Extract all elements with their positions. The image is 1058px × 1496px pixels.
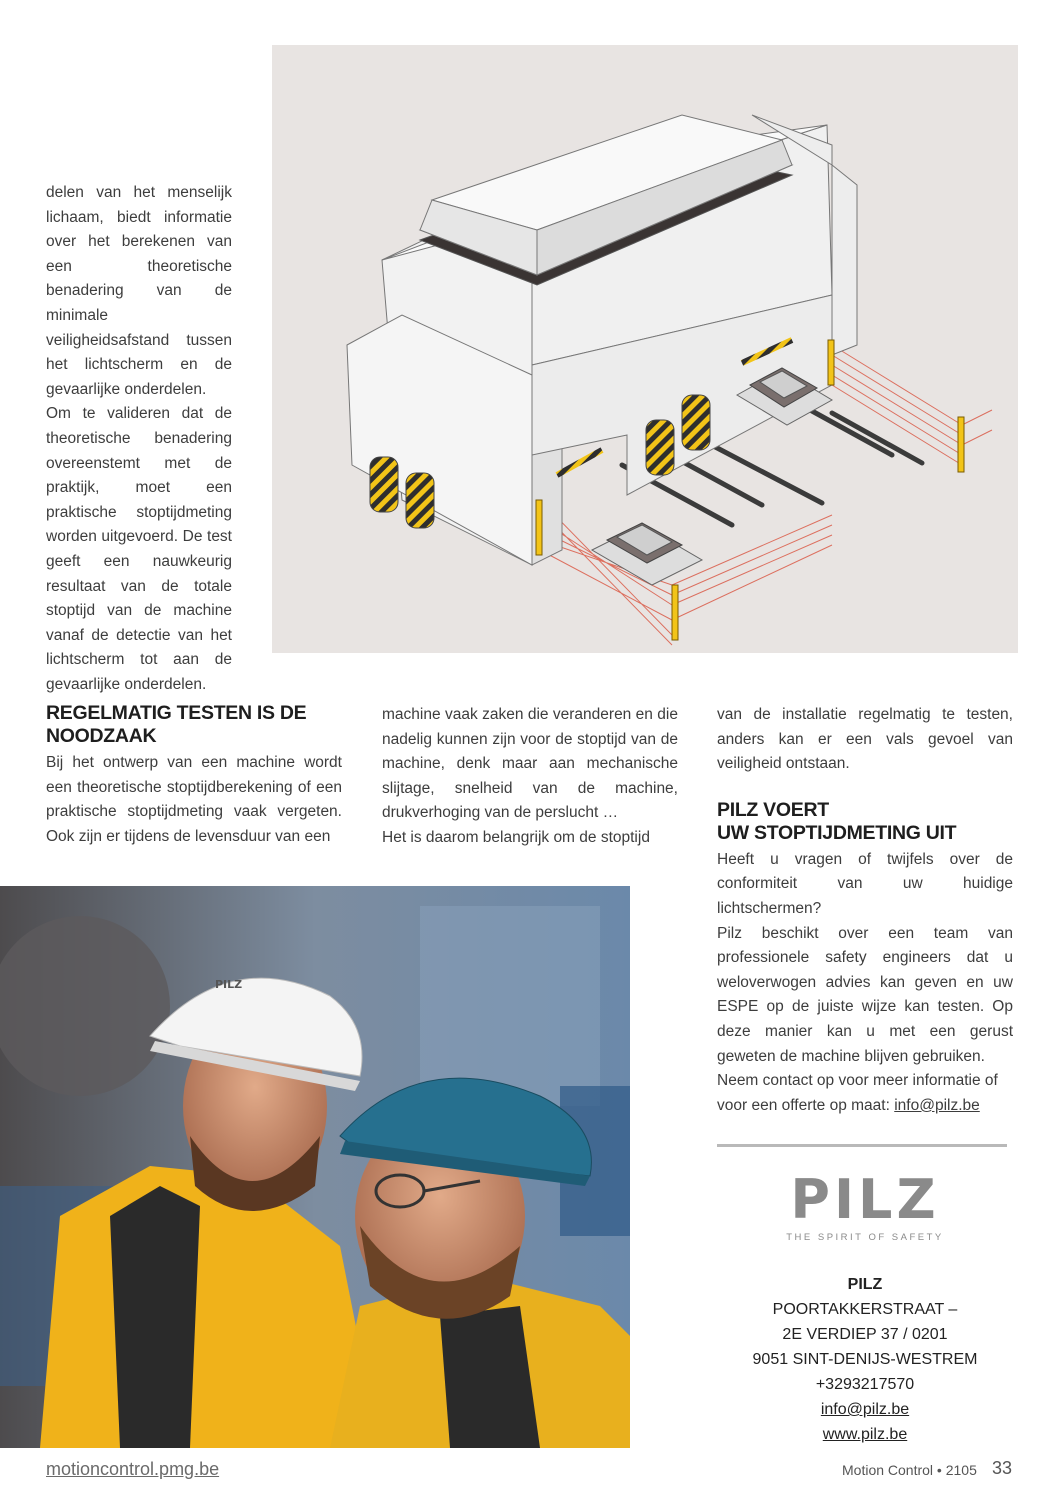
body-paragraph: Bij het ontwerp van een machine wordt een theoretische stoptijdberekening of een praktische stoptijdmeting vaak vergeten. Ook zijn er tijdens de levensduur van een — [46, 754, 342, 845]
contact-website-link[interactable]: www.pilz.be — [822, 1426, 908, 1443]
divider-line — [717, 1144, 1007, 1147]
body-paragraph: Heeft u vragen of twijfels over de conformiteit van uw huidige lichtschermen? — [717, 850, 1013, 917]
heading-line: PILZ VOERT — [717, 798, 829, 821]
intro-paragraph-2: Om te valideren dat de theoretische benadering overeenstemt met de praktijk, moet een praktische stoptijdmeting worden uitgevoerd. De test geeft een nauwkeurig resultaat van de totale stoptijd van de machine vanaf de detectie van het lichtscherm tot aan de gevaarlijke onderdelen. — [46, 405, 232, 693]
footer-issue: Motion Control • 2105 — [842, 1462, 977, 1478]
pilz-logo — [780, 1168, 950, 1243]
logo-wordmark: PILZ — [790, 1168, 940, 1231]
body-paragraph: Het is daarom belangrijk om de stoptijd — [382, 828, 650, 846]
body-paragraph: machine vaak zaken die veranderen en die nadelig kunnen zijn voor de stoptijd van de machine, denk maar aan mechanische slijtage, snelheid van de machine, drukverhoging van de perslucht … — [382, 706, 678, 822]
section-heading — [46, 702, 342, 748]
section-heading — [717, 799, 1013, 845]
helmet-logo: PILZ — [215, 978, 243, 991]
footer-site-link[interactable]: motioncontrol.pmg.be — [46, 1459, 220, 1479]
heading-line: REGELMATIG TESTEN IS DE — [46, 702, 307, 724]
body-paragraph: van de installatie regelmatig te testen, anders kan er een vals gevoel van veiligheid ontstaan. — [717, 706, 1013, 773]
heading-line: NOODZAAK — [46, 725, 157, 747]
intro-column — [46, 181, 232, 697]
machine-illustration — [272, 45, 1018, 653]
logo-tagline: THE SPIRIT OF SAFETY — [786, 1232, 944, 1243]
contact-street: POORTAKKERSTRAAT – — [772, 1301, 958, 1318]
contact-email-link[interactable]: info@pilz.be — [820, 1401, 910, 1418]
engineers-photo — [0, 886, 630, 1448]
intro-paragraph-1: delen van het menselijk lichaam, biedt informatie over het berekenen van een theoretische benadering van de minimale veiligheidsafstand tussen het lichtscherm en de gevaarlijke onderdelen. — [46, 184, 232, 398]
hazard-door-right — [406, 473, 434, 528]
contact-city: 9051 SINT-DENIJS-WESTREM — [752, 1351, 978, 1368]
contact-prompt: Neem contact op voor meer informatie of voor een offerte op maat: — [717, 1072, 998, 1114]
press-table-front — [592, 523, 702, 585]
email-link[interactable]: info@pilz.be — [894, 1096, 980, 1114]
contact-block — [717, 1272, 1013, 1447]
hazard-door-left — [370, 457, 398, 512]
body-paragraph: Pilz beschikt over een team van professionele safety engineers dat u weloverwogen advies kan geven en uw ESPE op de juiste wijze kan testen. Op deze manier kan u met een gerust geweten de machine blijven gebruiken. — [717, 924, 1013, 1065]
heading-line: UW STOPTIJDMETING UIT — [717, 821, 957, 844]
page-number: 33 — [992, 1458, 1013, 1478]
section-regular-testing-col2 — [382, 703, 678, 851]
engineers-illustration — [0, 886, 630, 1448]
contact-phone: +3293217570 — [815, 1376, 915, 1393]
section-regular-testing-col1 — [46, 702, 342, 849]
press-machine-drawing — [272, 45, 1018, 653]
body-paragraph — [717, 1069, 1013, 1118]
section-col3 — [717, 703, 1013, 1118]
contact-company: PILZ — [847, 1276, 883, 1293]
contact-floor: 2E VERDIEP 37 / 0201 — [782, 1326, 948, 1343]
